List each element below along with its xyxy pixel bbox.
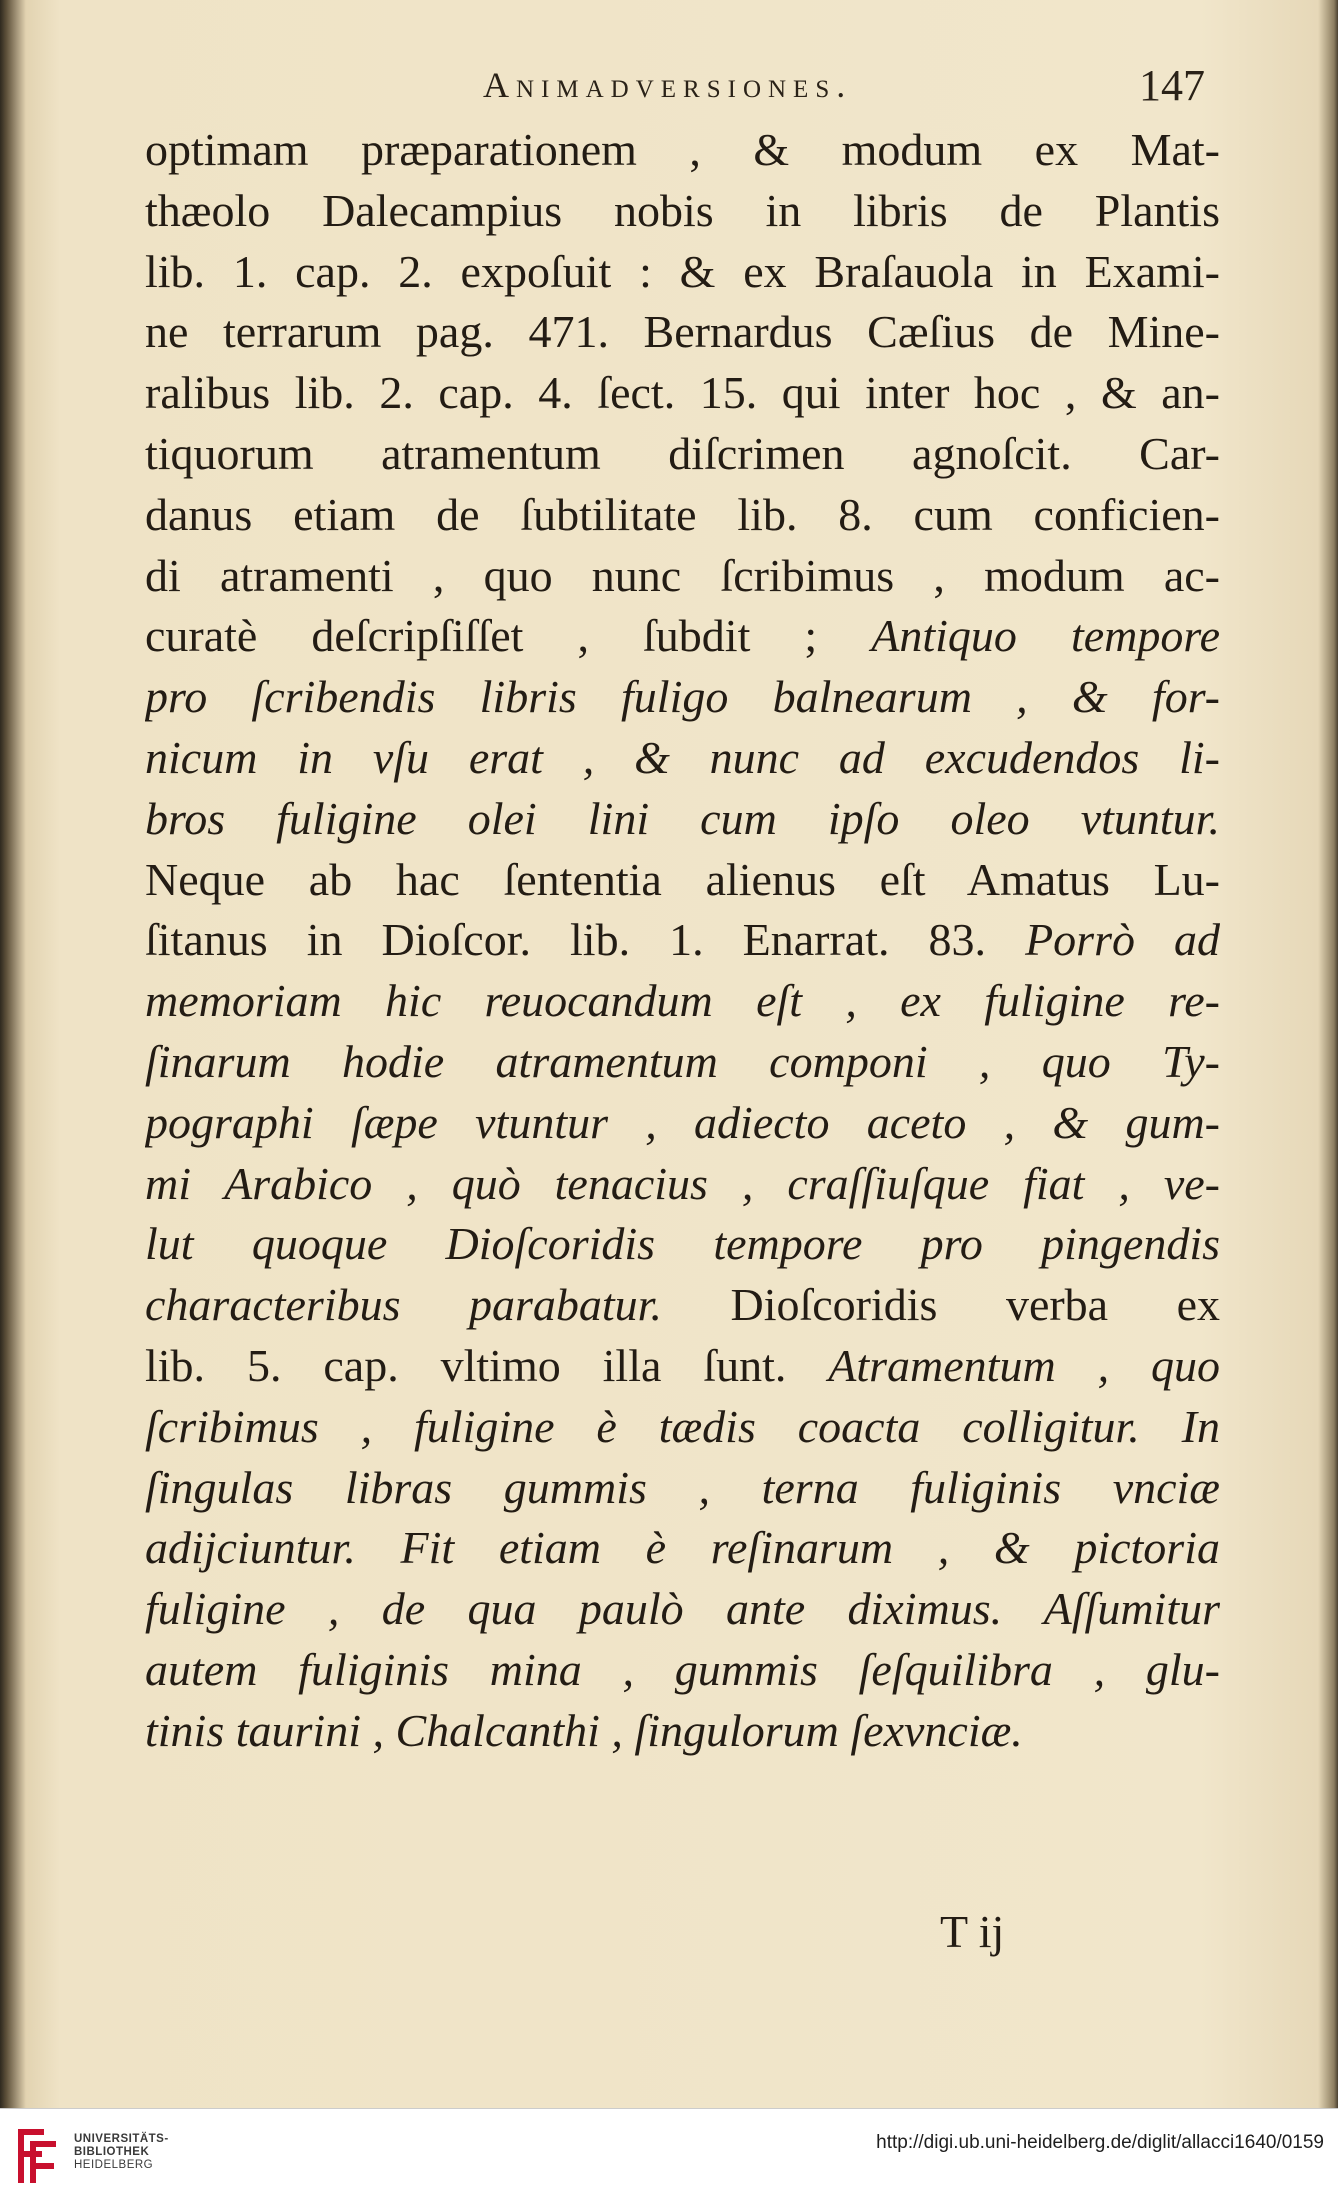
text-segment: lib. 1. cap. 2. expoſuit : & ex Braſauola in Exami-	[145, 245, 1220, 297]
text-segment: ſitanus in Dioſcor. lib. 1. Enarrat. 83.	[145, 914, 1026, 966]
text-line	[145, 363, 1220, 424]
signature-mark: T ij	[940, 1906, 1005, 1957]
italic-quotation-segment: tinis taurini , Chalcanthi , ſingulorum ſexvnciæ.	[145, 1704, 1023, 1756]
text-line	[145, 1336, 1220, 1397]
institution-line: BIBLIOTHEK	[74, 2146, 150, 2158]
text-line	[145, 302, 1220, 363]
italic-quotation-segment: mi Arabico , quò tenacius , craſſiuſque fiat , ve-	[145, 1157, 1220, 1209]
page-content	[130, 60, 1230, 1990]
italic-quotation-segment: pographi ſæpe vtuntur , adiecto aceto , & gum-	[145, 1096, 1220, 1148]
text-line	[145, 1154, 1220, 1215]
institution-line: UNIVERSITÄTS-	[74, 2133, 169, 2145]
text-line	[145, 546, 1220, 607]
italic-quotation-segment: autem fuliginis mina , gummis ſeſquilibra , glu-	[145, 1643, 1220, 1695]
text-line	[145, 1397, 1220, 1458]
italic-quotation-segment: pro ſcribendis libris fuligo balnearum , & for-	[145, 671, 1220, 723]
text-line	[145, 242, 1220, 303]
text-segment: Dioſcoridis verba ex	[730, 1279, 1220, 1331]
text-segment: ralibus lib. 2. cap. 4. ſect. 15. qui inter hoc , & an-	[145, 367, 1220, 419]
text-line	[145, 1093, 1220, 1154]
text-line	[145, 1579, 1220, 1640]
text-segment: tiquorum atramentum diſcrimen agnoſcit. Car-	[145, 427, 1220, 479]
running-head	[355, 60, 1205, 116]
text-line	[145, 1518, 1220, 1579]
italic-quotation-segment: characteribus parabatur.	[145, 1279, 731, 1331]
italic-quotation-segment: Atramentum , quo	[828, 1339, 1220, 1391]
text-segment: danus etiam de ſubtilitate lib. 8. cum conficien-	[145, 488, 1220, 540]
text-segment: ne terrarum pag. 471. Bernardus Cæſius de Mine-	[145, 306, 1220, 358]
italic-quotation-segment: Porrò ad	[1025, 914, 1220, 966]
text-line	[145, 1275, 1220, 1336]
text-line	[145, 971, 1220, 1032]
page-number: 147	[1139, 61, 1205, 110]
text-line	[145, 850, 1220, 911]
footer-bar	[0, 2108, 1338, 2208]
italic-quotation-segment: ſcribimus , fuligine è tædis coacta colligitur. In	[145, 1400, 1220, 1452]
text-segment: optimam præparationem , & modum ex Mat-	[145, 124, 1220, 175]
text-line	[145, 789, 1220, 850]
text-line	[145, 606, 1220, 667]
text-line	[145, 424, 1220, 485]
text-line	[145, 667, 1220, 728]
italic-quotation-segment: fuligine , de qua paulò ante diximus. Aſſumitur	[145, 1583, 1220, 1635]
text-line	[145, 485, 1220, 546]
text-segment: thæolo Dalecampius nobis in libris de Plantis	[145, 184, 1220, 236]
text-line	[145, 1701, 1220, 1762]
italic-quotation-segment: adijciuntur. Fit etiam è reſinarum , & pictoria	[145, 1522, 1220, 1574]
italic-quotation-segment: bros fuligine olei lini cum ipſo oleo vtuntur.	[145, 792, 1220, 844]
text-line	[145, 728, 1220, 789]
text-line	[145, 1640, 1220, 1701]
institution-line: HEIDELBERG	[74, 2159, 154, 2171]
text-line	[145, 181, 1220, 242]
text-line	[145, 1214, 1220, 1275]
italic-quotation-segment: Antiquo tempore	[871, 610, 1220, 662]
text-line	[145, 120, 1220, 181]
text-segment: di atramenti , quo nunc ſcribimus , modum ac-	[145, 549, 1220, 601]
library-logo-icon	[14, 2125, 60, 2187]
italic-quotation-segment: lut quoque Dioſcoridis tempore pro pingendis	[145, 1218, 1220, 1270]
text-line	[145, 1458, 1220, 1519]
text-segment: lib. 5. cap. vltimo illa ſunt.	[145, 1339, 829, 1391]
institution-name	[74, 2133, 169, 2172]
italic-quotation-segment: ſinarum hodie atramentum componi , quo Ty-	[145, 1035, 1220, 1087]
text-line	[145, 910, 1220, 971]
running-head-title: Animadversiones.	[483, 65, 853, 105]
text-segment: Neque ab hac ſententia alienus eſt Amatus Lu-	[145, 853, 1220, 905]
italic-quotation-segment: ſingulas libras gummis , terna fuliginis vnciæ	[145, 1461, 1220, 1513]
body-text	[145, 120, 1220, 1762]
text-segment: curatè deſcripſiſſet , ſubdit ;	[145, 610, 872, 662]
text-line	[145, 1032, 1220, 1093]
source-url[interactable]: http://digi.ub.uni-heidelberg.de/diglit/allacci1640/0159	[876, 2132, 1324, 2153]
italic-quotation-segment: nicum in vſu erat , & nunc ad excudendos li-	[145, 731, 1220, 783]
italic-quotation-segment: memoriam hic reuocandum eſt , ex fuligine re-	[145, 975, 1220, 1027]
